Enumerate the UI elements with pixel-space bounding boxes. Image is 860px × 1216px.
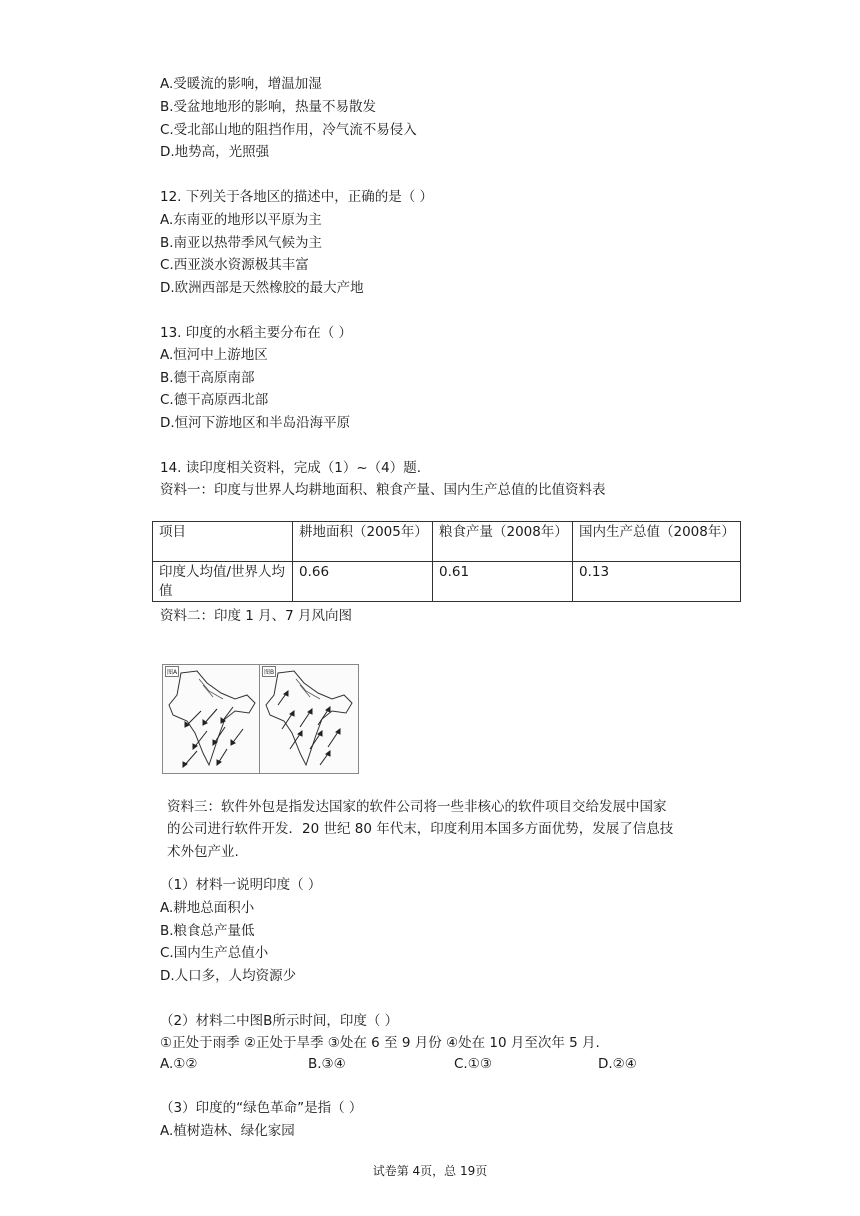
sub1-option-c: C.国内生产总值小: [160, 945, 269, 961]
q13-option-d: D.恒河下游地区和半岛沿海平原: [160, 415, 351, 431]
q12-option-a: A.东南亚的地形以平原为主: [160, 212, 322, 228]
ratio-table: [152, 521, 741, 602]
table-header-row: [153, 522, 741, 562]
q12-option-d: D.欧洲西部是天然橡胶的最大产地: [160, 280, 364, 296]
table-header-cell: 耕地面积（2005年）: [293, 522, 433, 562]
q13-option-a: A.恒河中上游地区: [160, 347, 268, 363]
sub2-option-c: C.①③: [454, 1056, 492, 1072]
table-header-cell: 粮食产量（2008年）: [433, 522, 573, 562]
map-a-label: 图A: [165, 666, 179, 677]
sub2-statements: ①正处于雨季 ②正处于旱季 ③处在 6 至 9 月份 ④处在 10 月至次年 5 月.: [160, 1035, 600, 1051]
india-outline-map-a: [163, 665, 261, 773]
q11-option-d: D.地势高，光照强: [160, 144, 270, 160]
map-b-label: 图B: [262, 666, 276, 677]
q11-option-a: A.受暖流的影响，增温加湿: [160, 76, 322, 92]
page-footer: 试卷第 4页，总 19页: [372, 1164, 488, 1178]
table-header-cell: 项目: [153, 522, 293, 562]
material2-title: 资料二：印度 1 月、7 月风向图: [160, 608, 353, 624]
sub2-option-d: D.②④: [598, 1056, 637, 1072]
q12-stem: 12. 下列关于各地区的描述中，正确的是（ ）: [160, 189, 434, 205]
table-row-label: 印度人均值/世界人均值: [153, 562, 293, 602]
table-row: [153, 562, 741, 602]
q14-stem: 14. 读印度相关资料，完成（1）~（4）题.: [160, 460, 422, 476]
sub1-option-a: A.耕地总面积小: [160, 900, 255, 916]
q13-option-c: C.德干高原西北部: [160, 392, 269, 408]
sub2-option-a: A.①②: [160, 1056, 198, 1072]
sub3-stem: （3）印度的“绿色革命”是指（ ）: [160, 1100, 363, 1116]
sub2-option-b: B.③④: [308, 1056, 346, 1072]
q11-option-c: C.受北部山地的阻挡作用，冷气流不易侵入: [160, 122, 417, 138]
material3-line-1: 资料三：软件外包是指发达国家的软件公司将一些非核心的软件项目交给发展中国家: [167, 799, 667, 815]
q12-option-b: B.南亚以热带季风气候为主: [160, 235, 323, 251]
table-cell: 0.66: [293, 562, 433, 602]
table-cell: 0.61: [433, 562, 573, 602]
q13-option-b: B.德干高原南部: [160, 370, 255, 386]
material3-line-2: 的公司进行软件开发．20 世纪 80 年代末，印度利用本国多方面优势，发展了信息技: [167, 821, 674, 837]
sub1-option-d: D.人口多，人均资源少: [160, 968, 297, 984]
q13-stem: 13. 印度的水稻主要分布在（ ）: [160, 325, 353, 341]
india-outline-map-b: [260, 665, 358, 773]
wind-map-january: [162, 664, 262, 774]
material1-title: 资料一：印度与世界人均耕地面积、粮食产量、国内生产总值的比值资料表: [160, 482, 606, 498]
material3-line-3: 术外包产业.: [167, 844, 239, 860]
wind-map-july: [259, 664, 359, 774]
q12-option-c: C.西亚淡水资源极其丰富: [160, 257, 309, 273]
sub1-option-b: B.粮食总产量低: [160, 923, 255, 939]
table-header-cell: 国内生产总值（2008年）: [573, 522, 741, 562]
table-cell: 0.13: [573, 562, 741, 602]
sub3-option-a: A.植树造林、绿化家园: [160, 1123, 295, 1139]
sub1-stem: （1）材料一说明印度（ ）: [160, 877, 322, 893]
q11-option-b: B.受盆地地形的影响，热量不易散发: [160, 99, 377, 115]
sub2-stem: （2）材料二中图B所示时间，印度（ ）: [160, 1013, 399, 1029]
